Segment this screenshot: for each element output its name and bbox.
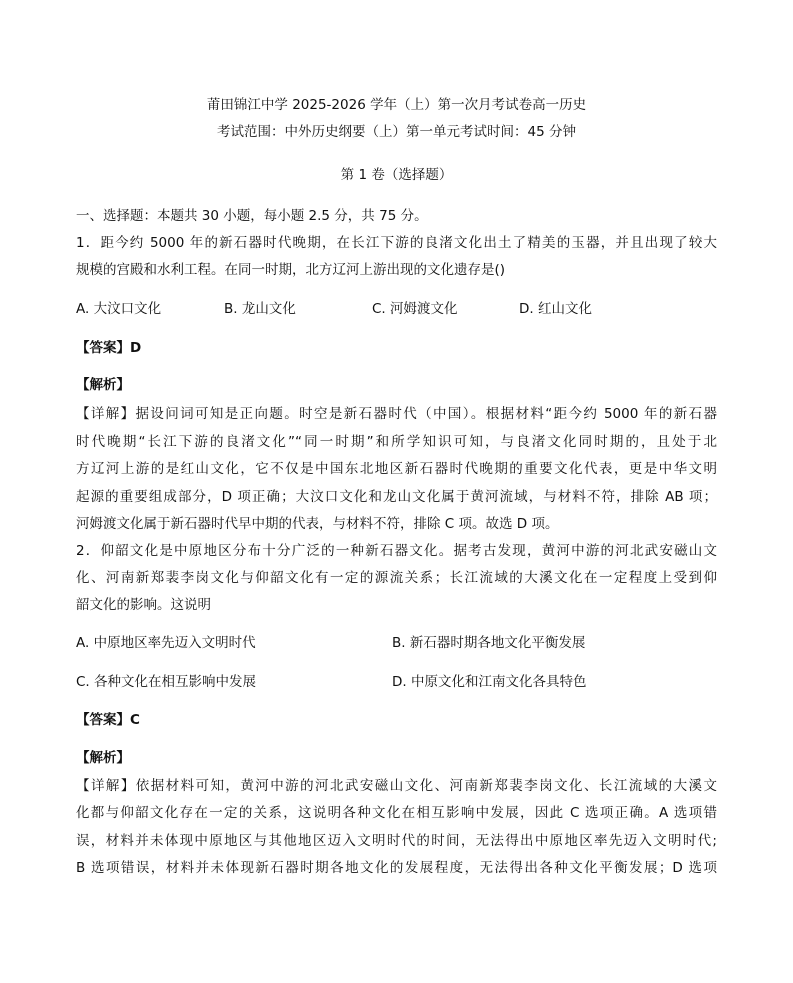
q2-detail-line1: 【详解】依据材料可知，黄河中游的河北武安磁山文化、河南新郑裴李岗文化、长江流域的大溪文 bbox=[76, 778, 717, 794]
q2-analysis-label: 【解析】 bbox=[76, 750, 130, 766]
q2-detail-line2: 化都与仰韶文化存在一定的关系，这说明各种文化在相互影响中发展，因此 C 选项正确。A 选项错 bbox=[76, 805, 717, 821]
q2-detail-line3: 误，材料并未体现中原地区与其他地区迈入文明时代的时间，无法得出中原地区率先迈入文明时代; bbox=[76, 833, 717, 849]
q1-answer: 【答案】D bbox=[76, 340, 142, 356]
q1-stem-line1: 1．距今约 5000 年的新石器时代晚期，在长江下游的良渚文化出土了精美的玉器，并且出现了较大 bbox=[76, 235, 717, 251]
q2-option-a: A. 中原地区率先迈入文明时代 bbox=[76, 635, 256, 651]
q1-analysis-label: 【解析】 bbox=[76, 377, 130, 393]
q1-option-a: A. 大汶口文化 bbox=[76, 301, 162, 317]
q1-detail-line2: 时代晚期“长江下游的良渚文化”“同一时期”和所学知识可知，与良渚文化同时期的，且处于北 bbox=[76, 434, 717, 450]
q2-stem-line1: 2．仰韶文化是中原地区分布十分广泛的一种新石器文化。据考古发现，黄河中游的河北武安磁山文 bbox=[76, 543, 717, 559]
q1-detail-line4: 起源的重要组成部分，D 项正确；大汶口文化和龙山文化属于黄河流域，与材料不符，排除 AB 项； bbox=[76, 489, 717, 505]
q1-option-c: C. 河姆渡文化 bbox=[372, 301, 458, 317]
volume-heading: 第 1 卷（选择题） bbox=[340, 167, 453, 183]
q1-option-b: B. 龙山文化 bbox=[224, 301, 296, 317]
q2-option-c: C. 各种文化在相互影响中发展 bbox=[76, 674, 257, 690]
exam-subtitle: 考试范围：中外历史纲要（上）第一单元考试时间：45 分钟 bbox=[217, 124, 576, 140]
q1-stem-line2: 规模的宫殿和水利工程。在同一时期，北方辽河上游出现的文化遗存是() bbox=[76, 262, 506, 278]
q2-detail-line4: B 选项错误，材料并未体现新石器时期各地文化的发展程度，无法得出各种文化平衡发展；D 选项 bbox=[76, 860, 717, 876]
q2-answer: 【答案】C bbox=[76, 712, 140, 728]
q2-option-d: D. 中原文化和江南文化各具特色 bbox=[392, 674, 587, 690]
q2-option-b: B. 新石器时期各地文化平衡发展 bbox=[392, 635, 586, 651]
q2-stem-line2: 化、河南新郑裴李岗文化与仰韶文化有一定的源流关系；长江流域的大溪文化在一定程度上受到仰 bbox=[76, 570, 717, 586]
exam-title: 莆田锦江中学 2025-2026 学年（上）第一次月考试卷高一历史 bbox=[206, 97, 587, 113]
q2-stem-line3: 韶文化的影响。这说明 bbox=[76, 597, 211, 613]
q1-detail-line3: 方辽河上游的是红山文化，它不仅是中国东北地区新石器时代晚期的重要文化代表，更是中华文明 bbox=[76, 461, 717, 477]
section-heading: 一、选择题：本题共 30 小题，每小题 2.5 分，共 75 分。 bbox=[76, 208, 428, 224]
q1-option-d: D. 红山文化 bbox=[519, 301, 592, 317]
q1-detail-line5: 河姆渡文化属于新石器时代早中期的代表，与材料不符，排除 C 项。故选 D 项。 bbox=[76, 516, 559, 532]
q1-detail-line1: 【详解】据设问词可知是正向题。时空是新石器时代（中国）。根据材料“距今约 5000 年的新石器 bbox=[76, 406, 717, 422]
